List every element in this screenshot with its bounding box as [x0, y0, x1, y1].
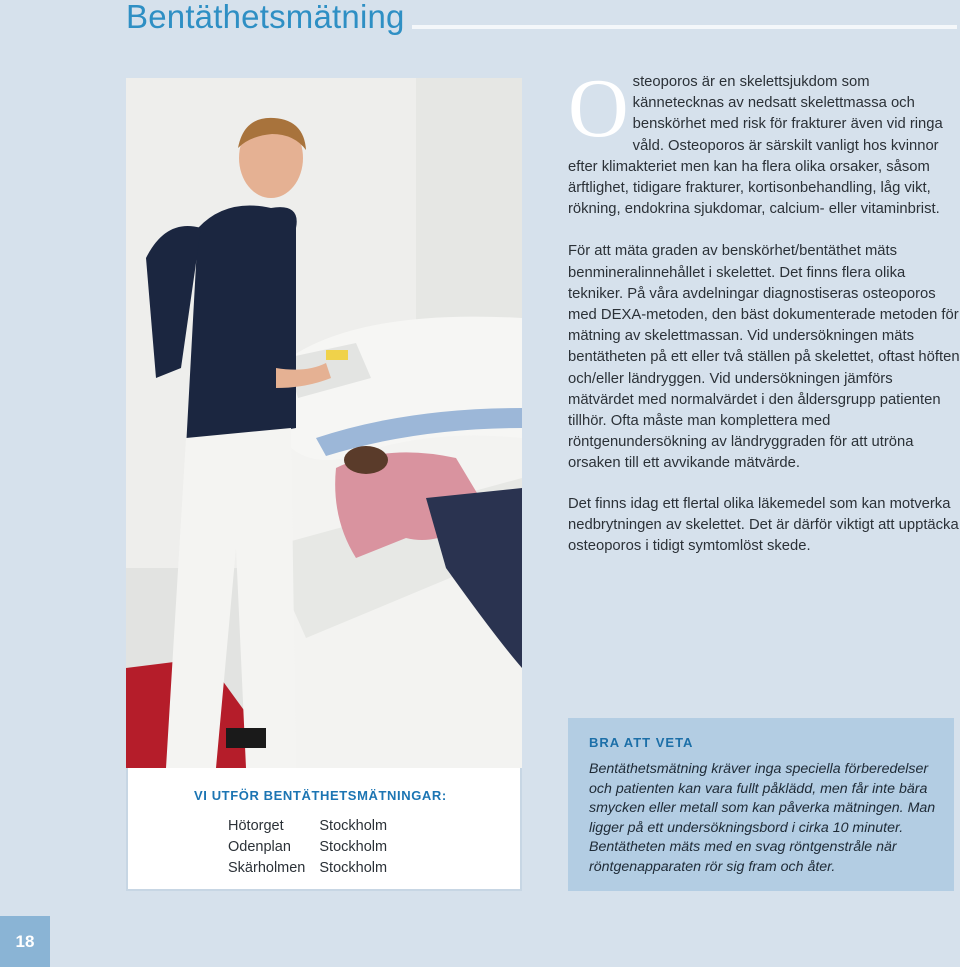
title-rule	[412, 25, 957, 29]
page-number: 18	[0, 916, 50, 967]
location-city: Stockholm	[319, 839, 388, 855]
location-place: Hötorget	[228, 818, 284, 834]
location-city: Stockholm	[319, 860, 388, 876]
dropcap-letter: O	[568, 62, 629, 155]
location-city: Stockholm	[319, 818, 388, 834]
info-text: Bentäthetsmätning kräver inga speciella förberedelser och patienten kan vara fullt påklädd, men får inte bära smycken eller metall som kan påverka mätningen. Man ligger på ett undersökningsbord i cirka 10 minuter. Bentätheten mäts med en svag röntgenstråle när röntgenapparaten rör sig fram och åter.	[589, 761, 936, 875]
location-place: Skärholmen	[228, 860, 306, 876]
table-row	[228, 816, 401, 837]
page-title: Bentäthetsmätning	[126, 0, 405, 35]
intro-text: steoporos är en skelettsjukdom som kännetecknas av nedsatt skelettmassa och benskörhet med risk för frakturer även vid ringa våld. Osteoporos är särskilt vanligt hos kvinnor efter klimakteriet men kan ha flera olika orsaker, såsom ärftlighet, tidigare frakturer, kortisonbehandling, låg vikt, rökning, endokrina sjukdomar, calcium- eller vitaminbrist.	[568, 74, 943, 218]
table-row	[228, 858, 401, 879]
locations-title: VI UTFÖR BENTÄTHETSMÄTNINGAR:	[194, 788, 447, 803]
locations-box	[126, 768, 522, 891]
locations-table	[228, 816, 401, 879]
info-title: BRA ATT VETA	[589, 735, 694, 750]
treatment-paragraph: Det finns idag ett flertal olika läkemedel som kan motverka nedbrytningen av skelettet. Det är därför viktigt att upptäcka osteoporos i tidigt symtomlöst skede.	[568, 495, 959, 555]
article-text	[568, 62, 960, 557]
location-place: Odenplan	[228, 839, 291, 855]
photo-dexa-scan	[126, 78, 522, 768]
table-row	[228, 837, 401, 858]
intro-paragraph	[568, 62, 960, 220]
method-paragraph: För att mäta graden av benskörhet/bentäthet mäts benmineralinnehållet i skelettet. Det finns flera olika tekniker. På våra avdelningar diagnostiseras osteoporos med DEXA-metoden, den bäst dokumenterade metoden för mätning av skelettmassan. Vid undersökningen mäts bentätheten på ett eller två ställen på skelettet, oftast höften och/eller ländryggen. Vid undersökningen jämförs mätvärdet med normalvärdet i den åldersgrupp patienten tillhör. Ofta måste man komplettera med röntgenundersökning av ländryggraden för att utröna orsaken till ett avvikande mätvärde.	[568, 243, 960, 472]
info-box	[568, 718, 954, 891]
